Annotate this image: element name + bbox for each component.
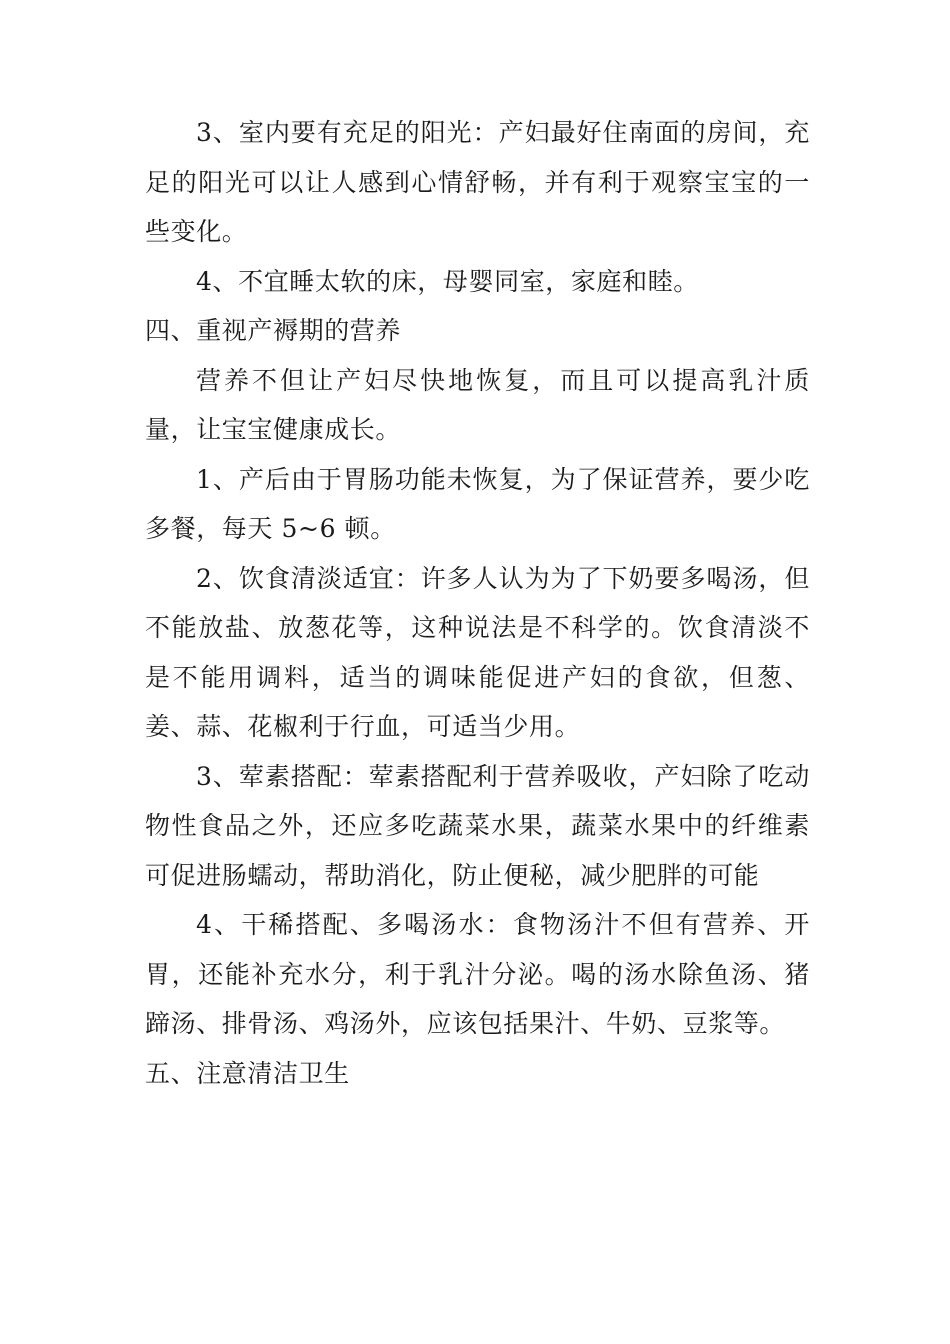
document-page xyxy=(145,108,810,1098)
section-heading-hygiene: 五、注意清洁卫生 xyxy=(145,1058,350,1088)
paragraph-balanced-diet: 3、荤素搭配：荤素搭配利于营养吸收，产妇除了吃动物性食品之外，还应多吃蔬菜水果，蔬菜水果中的纤维素可促进肠蠕动，帮助消化，防止便秘，减少肥胖的可能 xyxy=(145,761,810,890)
paragraph-bed: 4、不宜睡太软的床，母婴同室，家庭和睦。 xyxy=(196,266,699,296)
section-heading-nutrition: 四、重视产褥期的营养 xyxy=(145,316,402,345)
paragraph-sunlight: 3、室内要有充足的阳光：产妇最好住南面的房间，充足的阳光可以让人感到心情舒畅，并有利于观察宝宝的一些变化。 xyxy=(145,118,810,246)
paragraph-nutrition-intro: 营养不但让产妇尽快地恢复，而且可以提高乳汁质量，让宝宝健康成长。 xyxy=(145,365,810,444)
paragraph-light-diet: 2、饮食清淡适宜：许多人认为为了下奶要多喝汤，但不能放盐、放葱花等，这种说法是不科学的。饮食清淡不是不能用调料，适当的调味能促进产妇的食欲，但葱、姜、蒜、花椒利于行血，可适当少用。 xyxy=(145,563,810,741)
paragraph-small-meals: 1、产后由于胃肠功能未恢复，为了保证营养，要少吃多餐，每天 5~6 顿。 xyxy=(145,464,810,543)
paragraph-soups: 4、干稀搭配、多喝汤水：食物汤汁不但有营养、开胃，还能补充水分，利于乳汁分泌。喝的汤水除鱼汤、猪蹄汤、排骨汤、鸡汤外，应该包括果汁、牛奶、豆浆等。 xyxy=(145,910,810,1038)
